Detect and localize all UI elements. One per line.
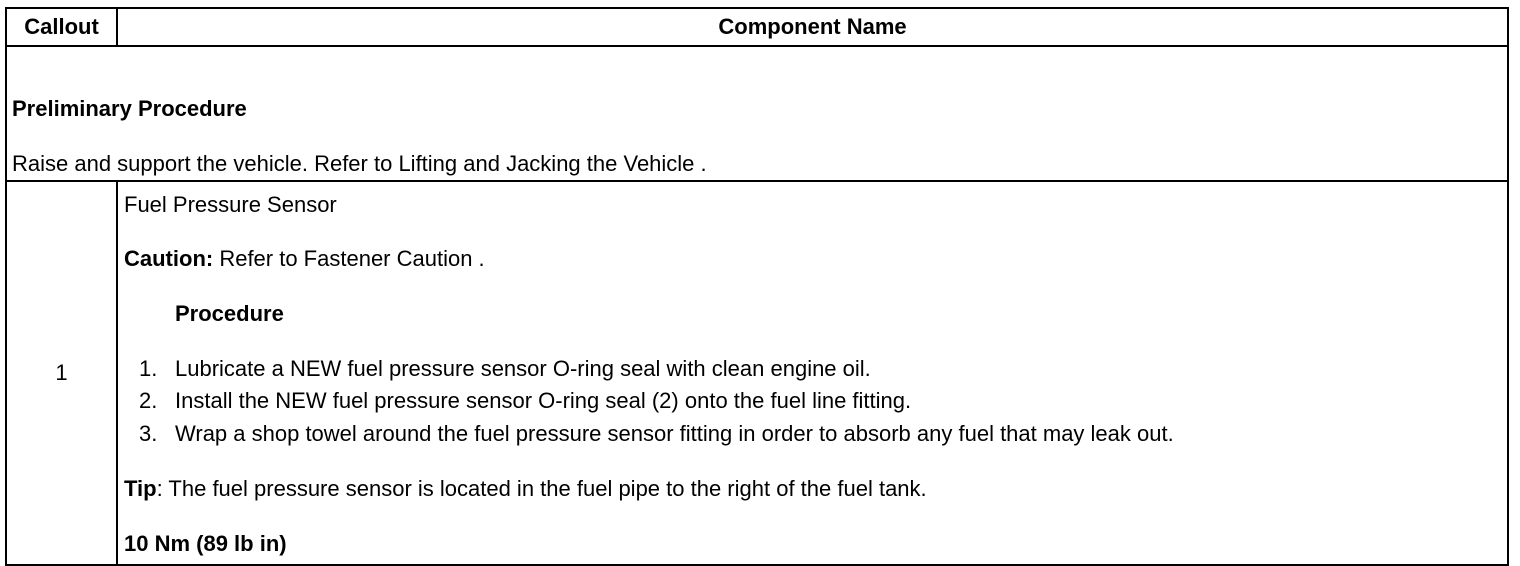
preliminary-text: Raise and support the vehicle. Refer to Lifting and Jacking the Vehicle . (12, 151, 707, 176)
component-name: Fuel Pressure Sensor (124, 192, 337, 217)
step-text: Lubricate a NEW fuel pressure sensor O-ring seal with clean engine oil. (175, 356, 871, 381)
procedure-table (5, 7, 1509, 566)
tip-label: Tip (124, 476, 157, 501)
preliminary-row (6, 46, 1508, 181)
preliminary-cell (6, 46, 1508, 181)
tip-text: : The fuel pressure sensor is located in the fuel pipe to the right of the fuel tank. (156, 476, 927, 501)
step-text: Wrap a shop towel around the fuel pressure sensor fitting in order to absorb any fuel that may leak out. (175, 421, 1174, 446)
step-number: 2. (139, 388, 158, 413)
preliminary-heading: Preliminary Procedure (12, 96, 247, 121)
tip-line (124, 476, 927, 502)
step-text: Install the NEW fuel pressure sensor O-ring seal (2) onto the fuel line fitting. (175, 388, 912, 413)
step-number: 1. (139, 356, 158, 381)
callout-number: 1 (6, 181, 117, 565)
header-component-name: Component Name (117, 8, 1508, 46)
component-cell (117, 181, 1508, 565)
header-callout: Callout (6, 8, 117, 46)
caution-label: Caution: (124, 246, 214, 271)
torque-spec: 10 Nm (89 lb in) (124, 531, 287, 556)
procedure-heading: Procedure (175, 301, 284, 326)
header-row (6, 8, 1508, 46)
step-number: 3. (139, 421, 158, 446)
caution-line (124, 246, 485, 272)
caution-text: Refer to Fastener Caution . (213, 246, 485, 271)
table-row (6, 181, 1508, 565)
